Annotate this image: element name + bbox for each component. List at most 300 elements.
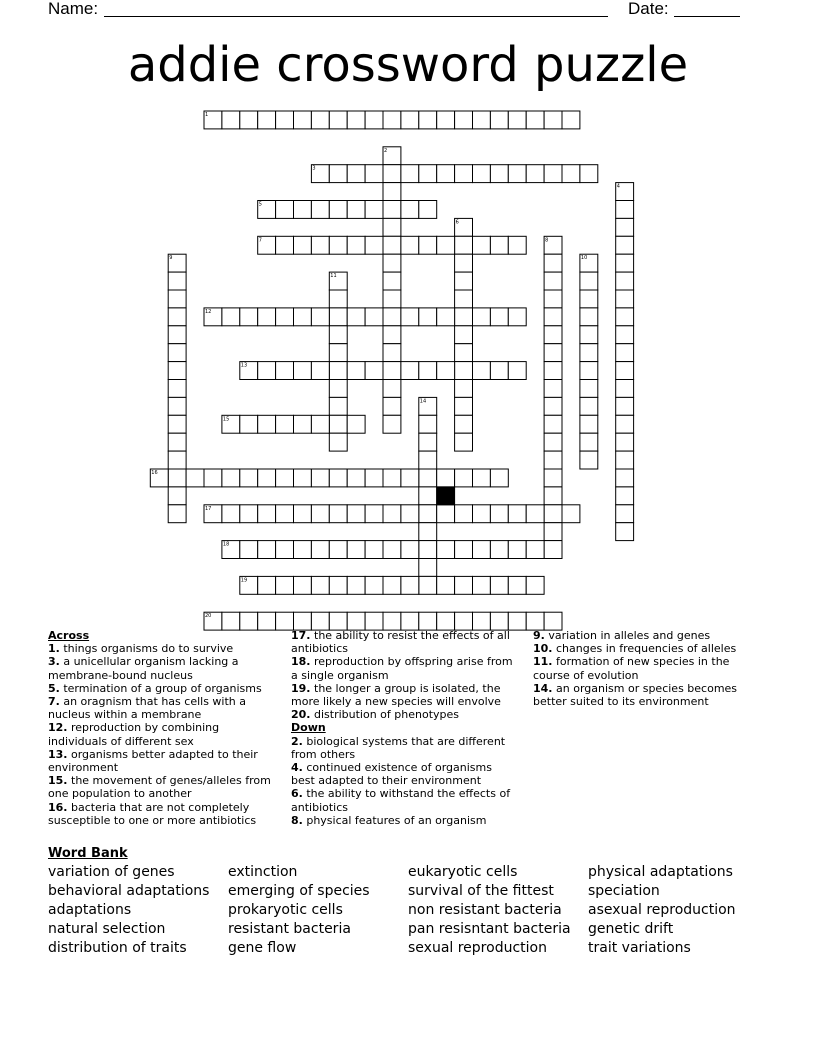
grid-cell[interactable] — [490, 541, 508, 559]
grid-cell[interactable] — [455, 344, 473, 362]
grid-cell[interactable] — [508, 308, 526, 326]
grid-cell[interactable] — [419, 612, 437, 630]
grid-cell[interactable] — [580, 344, 598, 362]
grid-cell[interactable] — [294, 308, 312, 326]
grid-cell[interactable] — [455, 505, 473, 523]
grid-cell[interactable] — [437, 505, 455, 523]
grid-cell[interactable] — [329, 505, 347, 523]
grid-cell[interactable] — [168, 344, 186, 362]
grid-cell[interactable] — [544, 344, 562, 362]
grid-cell[interactable] — [276, 308, 294, 326]
grid-cell[interactable] — [329, 362, 347, 380]
grid-cell[interactable] — [204, 469, 222, 487]
clue-number: 8 — [545, 237, 549, 244]
grid-cell[interactable] — [401, 236, 419, 254]
grid-cell[interactable] — [258, 415, 276, 433]
grid-cell[interactable] — [473, 165, 491, 183]
grid-cell[interactable] — [222, 111, 240, 129]
grid-cell[interactable] — [258, 576, 276, 594]
grid-cell[interactable] — [616, 308, 634, 326]
grid-cell[interactable] — [455, 326, 473, 344]
grid-cell[interactable] — [544, 111, 562, 129]
grid-cell[interactable] — [508, 236, 526, 254]
grid-cell[interactable] — [508, 165, 526, 183]
grid-cell[interactable] — [168, 469, 186, 487]
down-clue-4: 4. continued existence of organisms best adapted to their environment — [291, 761, 492, 788]
grid-cell[interactable] — [276, 236, 294, 254]
grid-cell[interactable] — [401, 469, 419, 487]
grid-cell[interactable] — [168, 308, 186, 326]
grid-cell[interactable] — [490, 505, 508, 523]
grid-cell[interactable] — [455, 469, 473, 487]
grid-cell[interactable] — [544, 612, 562, 630]
grid-cell[interactable] — [329, 236, 347, 254]
grid-cell[interactable] — [311, 201, 329, 219]
grid-cell[interactable] — [294, 541, 312, 559]
grid-cell[interactable] — [276, 415, 294, 433]
grid-cell[interactable] — [329, 576, 347, 594]
grid-cell[interactable] — [526, 165, 544, 183]
grid-cell[interactable] — [168, 397, 186, 415]
grid-cell[interactable] — [186, 469, 204, 487]
grid-cell[interactable] — [294, 201, 312, 219]
grid-cell[interactable] — [580, 433, 598, 451]
grid-cell[interactable] — [419, 559, 437, 577]
grid-cell[interactable] — [329, 415, 347, 433]
grid-cell[interactable] — [276, 612, 294, 630]
clue-number: 7 — [258, 237, 262, 244]
grid-cell[interactable] — [401, 505, 419, 523]
grid-cell[interactable] — [383, 576, 401, 594]
grid-cell[interactable] — [580, 290, 598, 308]
grid-cell[interactable] — [383, 111, 401, 129]
grid-cell[interactable] — [473, 469, 491, 487]
grid-cell[interactable] — [329, 344, 347, 362]
grid-cell[interactable] — [365, 362, 383, 380]
grid-cell[interactable] — [329, 469, 347, 487]
grid-cell[interactable] — [347, 505, 365, 523]
grid-cell[interactable] — [544, 326, 562, 344]
grid-cell[interactable] — [562, 505, 580, 523]
grid-cell[interactable] — [616, 254, 634, 272]
grid-cell[interactable] — [419, 165, 437, 183]
grid-cell[interactable] — [383, 415, 401, 433]
grid-cell[interactable] — [455, 165, 473, 183]
grid-cell[interactable] — [329, 541, 347, 559]
grid-cell[interactable] — [455, 111, 473, 129]
clue-number: 19 — [240, 577, 248, 584]
grid-cell[interactable] — [383, 469, 401, 487]
grid-cell[interactable] — [508, 111, 526, 129]
grid-cell[interactable] — [240, 612, 258, 630]
grid-cell[interactable] — [616, 523, 634, 541]
grid-cell[interactable] — [616, 290, 634, 308]
grid-cell[interactable] — [347, 469, 365, 487]
grid-cell[interactable] — [455, 415, 473, 433]
grid-cell[interactable] — [562, 165, 580, 183]
grid-cell[interactable] — [365, 236, 383, 254]
grid-cell[interactable] — [383, 326, 401, 344]
grid-cell[interactable] — [580, 308, 598, 326]
grid-cell[interactable] — [473, 362, 491, 380]
grid-cell[interactable] — [365, 111, 383, 129]
grid-cell[interactable] — [311, 362, 329, 380]
grid-cell[interactable] — [222, 308, 240, 326]
grid-cell[interactable] — [580, 326, 598, 344]
grid-cell[interactable] — [616, 451, 634, 469]
grid-cell[interactable] — [329, 111, 347, 129]
grid-cell[interactable] — [294, 469, 312, 487]
grid-cell[interactable] — [294, 576, 312, 594]
grid-cell[interactable] — [490, 308, 508, 326]
grid-cell[interactable] — [455, 272, 473, 290]
grid-cell[interactable] — [401, 541, 419, 559]
grid-cell[interactable] — [240, 469, 258, 487]
grid-cell[interactable] — [437, 236, 455, 254]
grid-cell[interactable] — [419, 523, 437, 541]
grid-cell[interactable] — [616, 469, 634, 487]
grid-cell[interactable] — [455, 290, 473, 308]
grid-cell[interactable] — [616, 272, 634, 290]
grid-cell[interactable] — [437, 308, 455, 326]
grid-cell[interactable] — [526, 505, 544, 523]
grid-cell[interactable] — [383, 201, 401, 219]
grid-cell[interactable] — [419, 362, 437, 380]
grid-cell[interactable] — [419, 111, 437, 129]
grid-cell[interactable] — [383, 362, 401, 380]
grid-cell[interactable] — [168, 272, 186, 290]
grid-cell[interactable] — [240, 541, 258, 559]
grid-cell[interactable] — [329, 165, 347, 183]
grid-cell[interactable] — [616, 487, 634, 505]
grid-cell[interactable] — [419, 487, 437, 505]
grid-cell[interactable] — [168, 415, 186, 433]
grid-cell[interactable] — [365, 308, 383, 326]
grid-cell[interactable] — [168, 451, 186, 469]
grid-cell[interactable] — [616, 505, 634, 523]
grid-cell[interactable] — [580, 451, 598, 469]
grid-cell[interactable] — [365, 469, 383, 487]
grid-cell[interactable] — [168, 380, 186, 398]
grid-cell[interactable] — [401, 612, 419, 630]
grid-cell[interactable] — [401, 576, 419, 594]
grid-cell[interactable] — [544, 415, 562, 433]
grid-cell[interactable] — [616, 236, 634, 254]
grid-cell[interactable] — [347, 541, 365, 559]
grid-cell[interactable] — [562, 111, 580, 129]
grid-cell[interactable] — [544, 308, 562, 326]
grid-cell[interactable] — [490, 576, 508, 594]
grid-cell[interactable] — [401, 111, 419, 129]
across-clue-1: 1. things organisms do to survive — [48, 642, 234, 656]
grid-cell[interactable] — [544, 272, 562, 290]
grid-cell[interactable] — [258, 308, 276, 326]
word-bank-item: survival of the fittest — [408, 883, 554, 899]
grid-cell[interactable] — [419, 308, 437, 326]
grid-cell[interactable] — [329, 380, 347, 398]
grid-cell[interactable] — [401, 201, 419, 219]
grid-cell[interactable] — [294, 612, 312, 630]
grid-cell[interactable] — [437, 362, 455, 380]
grid-cell[interactable] — [580, 272, 598, 290]
grid-cell[interactable] — [544, 487, 562, 505]
grid-cell[interactable] — [526, 111, 544, 129]
grid-cell[interactable] — [222, 505, 240, 523]
grid-cell[interactable] — [365, 505, 383, 523]
grid-cell[interactable] — [455, 612, 473, 630]
grid-cell[interactable] — [329, 612, 347, 630]
grid-cell[interactable] — [294, 505, 312, 523]
grid-cell[interactable] — [258, 541, 276, 559]
grid-cell[interactable] — [311, 308, 329, 326]
grid-cell[interactable] — [329, 308, 347, 326]
grid-cell[interactable] — [258, 469, 276, 487]
grid-cell[interactable] — [508, 612, 526, 630]
word-bank-item: extinction — [228, 864, 298, 880]
grid-cell[interactable] — [294, 111, 312, 129]
grid-cell[interactable] — [437, 165, 455, 183]
grid-cell[interactable] — [383, 183, 401, 201]
grid-cell[interactable] — [455, 380, 473, 398]
grid-cell[interactable] — [329, 290, 347, 308]
grid-cell[interactable] — [490, 111, 508, 129]
grid-cell[interactable] — [401, 165, 419, 183]
grid-cell[interactable] — [419, 201, 437, 219]
grid-cell[interactable] — [401, 308, 419, 326]
word-bank-item: physical adaptations — [588, 864, 733, 880]
grid-cell[interactable] — [383, 397, 401, 415]
grid-cell[interactable] — [276, 111, 294, 129]
grid-cell[interactable] — [419, 415, 437, 433]
grid-cell[interactable] — [616, 326, 634, 344]
grid-cell[interactable] — [455, 433, 473, 451]
grid-cell[interactable] — [383, 380, 401, 398]
grid-cell[interactable] — [473, 308, 491, 326]
grid-cell[interactable] — [168, 505, 186, 523]
grid-cell[interactable] — [383, 165, 401, 183]
grid-cell[interactable] — [473, 612, 491, 630]
grid-cell[interactable] — [437, 111, 455, 129]
grid-cell[interactable] — [544, 290, 562, 308]
grid-cell[interactable] — [455, 308, 473, 326]
grid-cell[interactable] — [490, 612, 508, 630]
grid-cell[interactable] — [311, 576, 329, 594]
grid-cell[interactable] — [580, 165, 598, 183]
grid-cell[interactable] — [383, 218, 401, 236]
grid-cell[interactable] — [365, 165, 383, 183]
grid-cell[interactable] — [544, 362, 562, 380]
grid-cell[interactable] — [383, 272, 401, 290]
grid-cell[interactable] — [419, 451, 437, 469]
grid-cell[interactable] — [329, 326, 347, 344]
grid-cell[interactable] — [437, 612, 455, 630]
grid-cell[interactable] — [490, 236, 508, 254]
grid-cell[interactable] — [473, 541, 491, 559]
clue-number: 9 — [169, 255, 173, 262]
grid-cell[interactable] — [437, 576, 455, 594]
grid-cell[interactable] — [168, 326, 186, 344]
grid-cell[interactable] — [168, 362, 186, 380]
grid-cell[interactable] — [401, 362, 419, 380]
grid-cell[interactable] — [311, 111, 329, 129]
grid-cell[interactable] — [455, 254, 473, 272]
grid-cell[interactable] — [311, 469, 329, 487]
word-bank-item: speciation — [588, 883, 660, 899]
grid-cell[interactable] — [383, 254, 401, 272]
grid-cell[interactable] — [240, 308, 258, 326]
word-bank-item: non resistant bacteria — [408, 902, 562, 918]
grid-cell[interactable] — [508, 576, 526, 594]
grid-cell[interactable] — [294, 362, 312, 380]
grid-cell[interactable] — [258, 612, 276, 630]
clue-number: 6 — [455, 219, 459, 226]
grid-cell[interactable] — [437, 469, 455, 487]
grid-cell[interactable] — [455, 576, 473, 594]
grid-cell[interactable] — [544, 469, 562, 487]
grid-cell[interactable] — [455, 397, 473, 415]
grid-cell[interactable] — [544, 523, 562, 541]
grid-cell[interactable] — [294, 415, 312, 433]
grid-cell[interactable] — [616, 433, 634, 451]
grid-cell[interactable] — [329, 397, 347, 415]
grid-cell[interactable] — [168, 433, 186, 451]
grid-cell[interactable] — [276, 576, 294, 594]
grid-cell[interactable] — [383, 236, 401, 254]
grid-cell[interactable] — [473, 505, 491, 523]
grid-cell[interactable] — [329, 201, 347, 219]
grid-cell[interactable] — [311, 541, 329, 559]
grid-cell[interactable] — [616, 218, 634, 236]
grid-cell[interactable] — [276, 505, 294, 523]
grid-cell[interactable] — [311, 505, 329, 523]
grid-cell[interactable] — [383, 308, 401, 326]
grid-cell[interactable] — [276, 362, 294, 380]
grid-cell[interactable] — [526, 541, 544, 559]
grid-cell[interactable] — [347, 612, 365, 630]
grid-cell[interactable] — [311, 612, 329, 630]
grid-cell[interactable] — [616, 397, 634, 415]
grid-cell[interactable] — [258, 505, 276, 523]
grid-cell[interactable] — [276, 201, 294, 219]
grid-cell[interactable] — [437, 541, 455, 559]
grid-cell[interactable] — [580, 380, 598, 398]
grid-cell[interactable] — [383, 541, 401, 559]
grid-cell[interactable] — [240, 111, 258, 129]
grid-cell[interactable] — [311, 415, 329, 433]
grid-cell[interactable] — [544, 165, 562, 183]
grid-cell[interactable] — [419, 541, 437, 559]
grid-cell[interactable] — [580, 415, 598, 433]
grid-cell[interactable] — [329, 433, 347, 451]
grid-cell[interactable] — [544, 433, 562, 451]
grid-cell[interactable] — [347, 576, 365, 594]
grid-cell[interactable] — [311, 236, 329, 254]
grid-cell[interactable] — [616, 362, 634, 380]
clues-column-2 — [291, 629, 519, 827]
grid-cell[interactable] — [455, 541, 473, 559]
grid-cell[interactable] — [455, 362, 473, 380]
grid-cell[interactable] — [347, 236, 365, 254]
grid-cell[interactable] — [419, 236, 437, 254]
grid-cell[interactable] — [544, 505, 562, 523]
grid-cell[interactable] — [347, 201, 365, 219]
clue-number: 5 — [258, 201, 262, 208]
clue-number: 13 — [240, 362, 248, 369]
grid-cell[interactable] — [473, 111, 491, 129]
grid-cell[interactable] — [490, 165, 508, 183]
grid-cell[interactable] — [473, 576, 491, 594]
grid-cell[interactable] — [419, 433, 437, 451]
grid-cell[interactable] — [473, 236, 491, 254]
grid-cell[interactable] — [544, 397, 562, 415]
word-bank-item: emerging of species — [228, 883, 370, 899]
grid-cell[interactable] — [294, 236, 312, 254]
across-clue-15: 15. the movement of genes/alleles from one population to another — [48, 774, 271, 801]
grid-cell[interactable] — [383, 612, 401, 630]
grid-cell[interactable] — [168, 487, 186, 505]
clue-number: 1 — [205, 112, 209, 118]
grid-cell[interactable] — [222, 612, 240, 630]
grid-cell[interactable] — [508, 362, 526, 380]
grid-cell[interactable] — [419, 505, 437, 523]
grid-cell[interactable] — [544, 380, 562, 398]
grid-cell[interactable] — [258, 362, 276, 380]
grid-cell[interactable] — [347, 362, 365, 380]
grid-cell[interactable] — [240, 505, 258, 523]
grid-cell[interactable] — [365, 541, 383, 559]
grid-cell[interactable] — [616, 380, 634, 398]
grid-cell[interactable] — [383, 290, 401, 308]
grid-cell[interactable] — [240, 415, 258, 433]
grid-cell[interactable] — [419, 576, 437, 594]
grid-cell[interactable] — [580, 362, 598, 380]
grid-cell[interactable] — [276, 469, 294, 487]
grid-cell[interactable] — [544, 254, 562, 272]
black-square — [437, 487, 455, 505]
grid-cell[interactable] — [365, 612, 383, 630]
grid-cell[interactable] — [508, 505, 526, 523]
grid-cell[interactable] — [526, 576, 544, 594]
grid-cell[interactable] — [544, 451, 562, 469]
grid-cell[interactable] — [347, 308, 365, 326]
grid-cell[interactable] — [544, 541, 562, 559]
grid-cell[interactable] — [526, 612, 544, 630]
word-bank-item: resistant bacteria — [228, 921, 351, 937]
grid-cell[interactable] — [490, 362, 508, 380]
grid-cell[interactable] — [490, 469, 508, 487]
grid-cell[interactable] — [616, 344, 634, 362]
grid-cell[interactable] — [383, 505, 401, 523]
grid-cell[interactable] — [508, 541, 526, 559]
grid-cell[interactable] — [168, 290, 186, 308]
grid-cell[interactable] — [347, 415, 365, 433]
grid-cell[interactable] — [580, 397, 598, 415]
grid-cell[interactable] — [258, 111, 276, 129]
grid-cell[interactable] — [347, 165, 365, 183]
grid-cell[interactable] — [222, 469, 240, 487]
grid-cell[interactable] — [365, 576, 383, 594]
grid-cell[interactable] — [455, 236, 473, 254]
grid-cell[interactable] — [419, 469, 437, 487]
grid-cell[interactable] — [365, 201, 383, 219]
grid-cell[interactable] — [616, 415, 634, 433]
clue-number: 15 — [222, 416, 230, 423]
down-heading: Down — [291, 721, 326, 735]
grid-cell[interactable] — [276, 541, 294, 559]
grid-cell[interactable] — [383, 344, 401, 362]
grid-cell[interactable] — [347, 111, 365, 129]
grid-cell[interactable] — [616, 201, 634, 219]
